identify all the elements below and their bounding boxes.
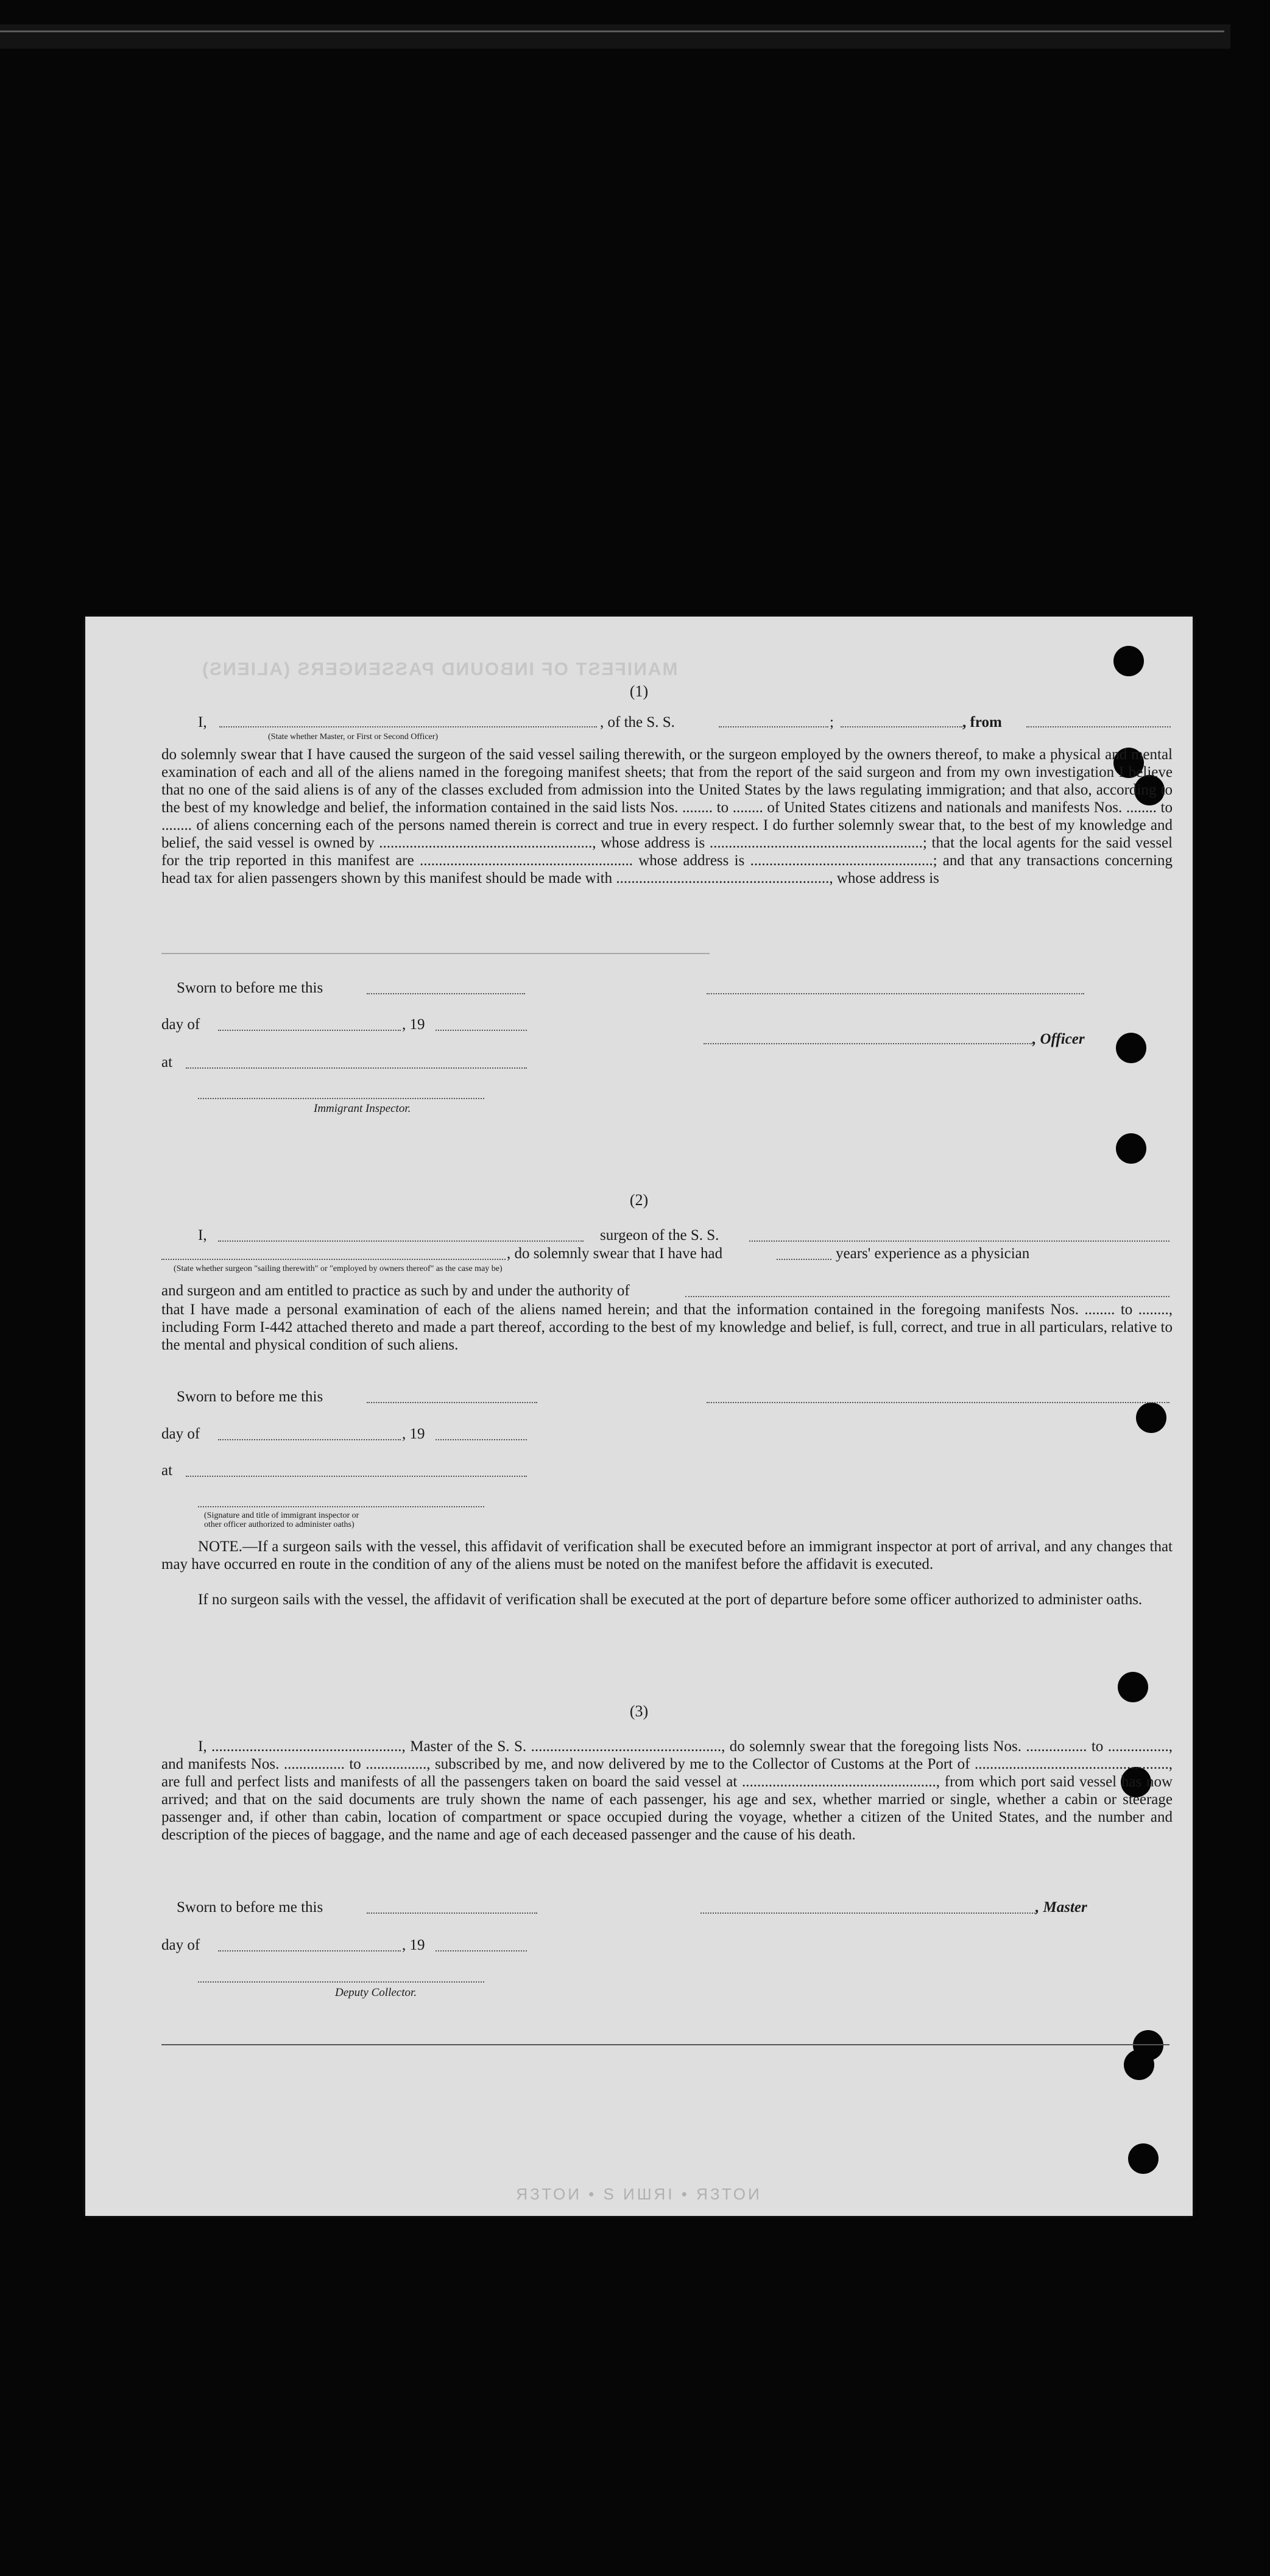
s3-day-field[interactable] bbox=[218, 1950, 401, 1951]
s1-rule bbox=[161, 953, 710, 954]
s2-line2-field[interactable] bbox=[161, 1259, 506, 1260]
s2-year-label: , 19 bbox=[402, 1426, 425, 1442]
s2-day-field[interactable] bbox=[218, 1439, 401, 1440]
section-1-heading: (1) bbox=[629, 682, 649, 700]
s1-inspector-signature-line[interactable] bbox=[198, 1098, 484, 1099]
bleed-through-footer: ЯЗТОИ • S ИШЯІ • ЯЗТОИ bbox=[516, 2185, 762, 2203]
s3-sworn-field[interactable] bbox=[367, 1913, 537, 1914]
s3-year-label: , 19 bbox=[402, 1937, 425, 1953]
s2-year-field[interactable] bbox=[436, 1439, 527, 1440]
s2-line3-authority: and surgeon and am entitled to practice as such by and under the authority of bbox=[161, 1283, 630, 1299]
s2-signature-note-2: other officer authorized to administer oaths) bbox=[204, 1520, 355, 1529]
s2-signature-note-1: (Signature and title of immigrant inspector or bbox=[204, 1511, 359, 1520]
s2-authority-field[interactable] bbox=[685, 1296, 1169, 1297]
s2-line1-surgeon: surgeon of the S. S. bbox=[600, 1227, 719, 1244]
s1-line1-of-ss: , of the S. S. bbox=[600, 714, 675, 731]
s3-master-signature-line[interactable] bbox=[700, 1913, 1035, 1914]
s2-note-paragraph-2: If no surgeon sails with the vessel, the affidavit of verification shall be executed at the port of departure before some officer authorized to administer oaths. bbox=[198, 1591, 1143, 1608]
punch-hole bbox=[1113, 646, 1144, 676]
s3-year-field[interactable] bbox=[436, 1950, 527, 1951]
s3-collector-title: Deputy Collector. bbox=[335, 1986, 417, 1999]
s2-surgeon-signature-line[interactable] bbox=[707, 1402, 1169, 1403]
film-border bbox=[0, 24, 1230, 49]
s2-ship-name-field[interactable] bbox=[749, 1240, 1169, 1242]
punch-hole bbox=[1116, 1033, 1146, 1063]
s1-ship-name-field[interactable] bbox=[719, 726, 828, 727]
s2-surgeon-name-field[interactable] bbox=[218, 1240, 584, 1242]
s1-officer-name-field[interactable] bbox=[219, 726, 597, 727]
s1-day-field[interactable] bbox=[218, 1030, 401, 1031]
s1-ship-field-2[interactable] bbox=[841, 726, 962, 727]
s3-collector-signature-line[interactable] bbox=[198, 1981, 484, 1983]
s2-officer-signature-line[interactable] bbox=[198, 1506, 484, 1507]
s2-line2-swear: , do solemnly swear that I have had bbox=[507, 1245, 723, 1262]
punch-hole bbox=[1136, 1403, 1166, 1433]
s2-sworn-label: Sworn to before me this bbox=[177, 1389, 323, 1405]
section-3-heading: (3) bbox=[629, 1702, 649, 1720]
s1-officer-title: , Officer bbox=[1032, 1031, 1085, 1047]
s2-sworn-field[interactable] bbox=[367, 1402, 537, 1403]
s2-surgeon-type-note: (State whether surgeon "sailing therewith" or "employed by owners thereof" as the case may be) bbox=[174, 1264, 503, 1273]
s2-at-label: at bbox=[161, 1462, 173, 1479]
s1-line1-from: , from bbox=[962, 714, 1002, 731]
s1-sworn-label: Sworn to before me this bbox=[177, 980, 323, 996]
s2-note-paragraph-1: NOTE.—If a surgeon sails with the vessel, this affidavit of verification shall be executed before an immigrant inspector at port of arrival, and any changes that may have occurred en route in the condition of any of the aliens must be noted on the manifest before the affidavit is executed. bbox=[161, 1538, 1173, 1573]
s3-oath-paragraph: I, .................................................., Master of the S. S. .................................................., do solemnly swear that the foregoing lists Nos. ................ to ................, and manifests Nos. ................ to ................, subscribed by me, and now delivered by me to the Collector of Customs at the Port of ..................................................., are full and perfect lists and manifests of all the passengers taken on board the said vessel at ..................................................., from which port said vessel has now arrived; and that on the said documents are truly shown the name of each passenger, his age and sex, whether married or single, whether a cabin or steerage passenger and, if other than cabin, location of compartment or space occupied during the voyage, whether a citizen of the United States, and the number and description of the pieces of baggage, and the name and age of each deceased passenger and the cause of his death. bbox=[161, 1738, 1173, 1843]
bleed-through-header: MANIFEST OF INBOUND PASSENGERS (ALIENS) bbox=[201, 659, 678, 679]
s1-oath-paragraph: do solemnly swear that I have caused the surgeon of the said vessel sailing therewith, or the surgeon employed by the owners thereof, to make a physical and mental examination of each and all of the aliens named in the foregoing manifest sheets; that from the report of the said surgeon and from my own investigation I believe that no one of the said aliens is of any of the classes excluded from admission into the United States by the laws regulating immigration; and that also, according to the best of my knowledge and belief, the information contained in the said lists Nos. ........ to ........ of United States citizens and nationals and manifests Nos. ........ to ........ of aliens concerning each of the persons named therein is correct and true in every respect. I do further solemnly swear that, to the best of my knowledge and belief, the said vessel is owned by ........................................................, whose address is ........................................................; that the local agents for the said vessel for the trip reported in this manifest are ........................................................ whose address is ................................................; and that any transactions concerning head tax for alien passengers shown by this manifest should be made with ........................................................, whose address is bbox=[161, 746, 1173, 886]
punch-hole bbox=[1128, 2143, 1159, 2174]
section-2-heading: (2) bbox=[629, 1191, 649, 1209]
s3-day-label: day of bbox=[161, 1937, 200, 1953]
s2-day-label: day of bbox=[161, 1426, 200, 1442]
s1-officer-line[interactable] bbox=[704, 1043, 1032, 1044]
s1-officer-rank-note: (State whether Master, or First or Second Officer) bbox=[268, 732, 439, 741]
s1-from-port-field[interactable] bbox=[1026, 726, 1171, 727]
s2-years-field[interactable] bbox=[777, 1259, 831, 1260]
s2-line1-i: I, bbox=[198, 1227, 207, 1244]
document-page bbox=[85, 617, 1193, 2216]
s1-inspector-title: Immigrant Inspector. bbox=[314, 1102, 411, 1115]
s1-officer-signature-line[interactable] bbox=[707, 993, 1084, 994]
s1-at-label: at bbox=[161, 1054, 173, 1070]
s2-line2-years: years' experience as a physician bbox=[836, 1245, 1030, 1262]
s1-line1-semicolon: ; bbox=[830, 714, 834, 731]
s3-master-title: , Master bbox=[1035, 1899, 1087, 1916]
s1-day-label: day of bbox=[161, 1016, 200, 1033]
s1-year-label: , 19 bbox=[402, 1016, 425, 1033]
film-edge bbox=[0, 30, 1224, 32]
s2-oath-paragraph: that I have made a personal examination of each of the aliens named herein; and that the information contained in the foregoing manifests Nos. ........ to ........, including Form I-442 attached thereto and made a part thereof, according to the best of my knowledge and belief, is full, correct, and true in all particulars, relative to the mental and physical condition of such aliens. bbox=[161, 1301, 1173, 1353]
punch-hole bbox=[1118, 1672, 1148, 1702]
s3-sworn-label: Sworn to before me this bbox=[177, 1899, 323, 1916]
punch-hole bbox=[1124, 2050, 1154, 2080]
s1-year-field[interactable] bbox=[436, 1030, 527, 1031]
page-bottom-rule bbox=[161, 2044, 1169, 2045]
s1-at-field[interactable] bbox=[186, 1067, 527, 1069]
s2-at-field[interactable] bbox=[186, 1476, 527, 1477]
s1-line1-i: I, bbox=[198, 714, 207, 731]
punch-hole bbox=[1116, 1133, 1146, 1164]
s1-sworn-field[interactable] bbox=[367, 993, 525, 994]
